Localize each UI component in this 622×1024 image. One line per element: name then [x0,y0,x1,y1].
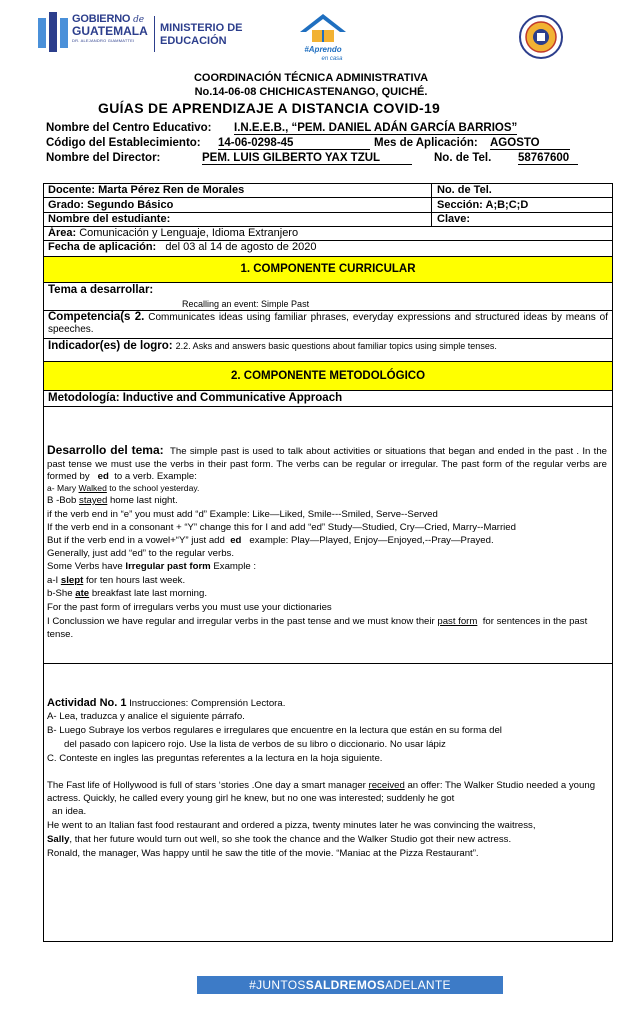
irregular-a-verb: slept [60,575,84,586]
mes-value: AGOSTO [490,137,570,150]
codigo-label: Código del Establecimiento: [46,137,201,149]
reading-paragraph-3 [47,834,607,847]
irregular-example-a [47,575,607,588]
desarrollo-intro [47,444,607,484]
competencia-cell [48,311,608,336]
irregular-b-verb: ate [75,588,90,599]
example-a [47,482,607,495]
coordinacion-title: COORDINACIÓN TÉCNICA ADMINISTRATIVA [193,72,429,84]
conclusion-pre: I Conclussion we have regular and irregular verbs in the past tense and we must know their [47,616,435,627]
row-divider [43,406,613,407]
director-tel-value: 58767600 [518,152,578,165]
row-divider [43,197,613,198]
irregular-b-pre: b-She [47,588,73,599]
example-a-verb: Walked [78,483,107,493]
actividad-heading [47,697,607,711]
p1-post: an offer: The Walker Studio needed a young actress. Quickly, he called every young girl he knew, but no one was interested; suddenly he got [47,780,596,804]
school-seal-icon [518,14,564,60]
dictionary-note: For the past form of irregulars verbs you must use your dictionaries [47,602,332,613]
indicador-value: 2.2. Asks and answers basic questions about familiar topics using simple tenses. [175,341,497,351]
row-divider [43,338,613,339]
componente-curricular-header: 1. COMPONENTE CURRICULAR [43,256,613,283]
instruccion-b1: B- Luego Subraye los verbos regulares e irregulares que encuentre en la lectura que están en su forma del [47,725,502,736]
example-b-verb: stayed [79,495,108,506]
instruccion-a: A- Lea, traduzca y analice el siguiente párrafo. [47,711,245,722]
rule-vowel-y [47,535,607,548]
reading-paragraph-4: Ronald, the manager, Was happy until he saw the title of the movie. “Maniac at the Pizza Restaurant”. [47,848,479,859]
fecha-cell [48,241,316,253]
desarrollo-label: Desarrollo del tema: [47,443,164,457]
clave-cell: Clave: [437,213,471,225]
tema-value: Recalling an event: Simple Past [182,299,310,309]
director-value: PEM. LUIS GILBERTO YAX TZUL [202,152,412,165]
gobierno-logo [72,14,152,43]
centro-value: I.N.E.E.B., “PEM. DANIEL ADÁN GARCÍA BARRIOS” [234,122,518,134]
example-a-pre: a- Mary [47,483,77,493]
irregular-b-post: breakfast late last morning. [91,588,208,599]
numero-title: No.14-06-08 CHICHICASTENANGO, QUICHÉ. [194,86,428,98]
desarrollo-intro-end: to a verb. Example: [114,471,197,483]
fecha-value: del 03 al 14 de agosto de 2020 [165,241,317,253]
fecha-label: Fecha de aplicación: [48,241,157,253]
rule-vowel-y-pre: But if the verb end in a vowel+“Y” just add [47,535,225,546]
example-b [47,495,607,508]
ministerio-line2: EDUCACIÓN [160,34,227,47]
irregular-bold: Irregular past form [125,561,211,572]
actividad-label: Actividad No. 1 [47,697,127,709]
rule-general: Generally, just add “ed” to the regular verbs. [47,548,234,559]
area-value: Comunicación y Lenguaje, Idioma Extranjero [79,227,299,239]
metodologia-cell: Metodología: Inductive and Communicative Approach [48,392,343,404]
guatemala-flag-bars-icon [38,12,68,52]
reading-paragraph-2: He went to an Italian fast food restaurant and ordered a pizza, twenty minutes later he was convincing the waitress, [47,820,536,831]
centro-label: Nombre del Centro Educativo: [46,122,212,134]
componente-metodologico-header: 2. COMPONENTE METODOLÓGICO [43,361,613,391]
table-column-divider [431,183,432,227]
logo-divider [154,16,155,52]
grado-cell: Grado: Segundo Básico [48,199,174,211]
footer-pre: #JUNTOS [249,978,306,992]
irregular-post: Example : [213,561,257,572]
p1-pre: The Fast life of Hollywood is full of stars ‘stories .One day a smart manager [47,780,366,791]
gob-de: de [133,15,144,25]
irregular-intro [47,561,607,574]
indicador-label: Indicador(es) de logro: [48,340,173,352]
director-tel-label: No. de Tel. [434,152,492,164]
estudiante-cell: Nombre del estudiante: [48,213,171,225]
p3-name: Sally [47,834,70,845]
svg-text:#Aprendo: #Aprendo [304,45,342,54]
example-b-post: home last night. [109,495,178,506]
ministerio-logo-text [160,22,243,47]
tema-label: Tema a desarrollar: [48,284,154,296]
director-label: Nombre del Director: [46,152,161,164]
conclusion [47,616,607,641]
footer-bold: SALDREMOS [305,978,386,992]
gob-line2: GUATEMALA [72,24,148,38]
area-label: Área: [48,227,77,239]
guias-title: GUÍAS DE APRENDIZAJE A DISTANCIA COVID-19 [98,100,441,116]
mes-label: Mes de Aplicación: [374,137,478,149]
docente-tel-cell: No. de Tel. [437,184,492,196]
gob-line1: GOBIERNO [72,13,131,25]
conclusion-post: for sentences in the past tense. [47,616,588,640]
docente-cell: Docente: Marta Pérez Ren de Morales [48,184,245,196]
indicador-cell [48,340,608,352]
p1-underlined: received [368,780,405,791]
conclusion-underlined: past form [437,616,478,627]
irregular-a-pre: a-I [47,575,59,586]
irregular-pre: Some Verbs have [47,561,123,572]
example-a-post: to the school yesterday. [109,483,200,493]
reading-paragraph-1 [47,780,603,805]
competencia-label: Competencia(s 2. [48,311,145,323]
gob-line3: DR. ALEJANDRO GIAMMATTEI [72,38,135,43]
competencia-value: Communicates ideas using familiar phrases, everyday expressions and structured ideas by means of speeches. [48,312,608,335]
irregular-a-post: for ten hours last week. [85,575,186,586]
actividad-instrucciones: Instrucciones: Comprensión Lectora. [129,698,286,709]
desarrollo-ed: ed [97,471,109,483]
ministerio-line1: MINISTERIO DE [160,22,243,34]
rule-e: if the verb end in “e” you must add “d” Example: Like—Liked, Smile---Smiled, Serve--Served [47,509,438,520]
seccion-cell: Sección: A;B;C;D [437,199,529,211]
irregular-example-b [47,588,607,601]
area-cell [48,227,298,239]
row-divider [43,663,613,664]
example-b-pre: B -Bob [47,495,77,506]
footer-post: ADELANTE [385,978,451,992]
desarrollo-intro-text: The simple past is used to talk about activities or situations that began and ended in the past . In the past tense we must use the verbs in their past form. The verbs can be regular or irregular. The past form of the regular verbs are formed by [47,446,607,483]
reading-paragraph-1-end: an idea. [52,806,87,817]
rule-y: If the verb end in a consonant + “Y” change this for I and add “ed” Study—Studied, Cry—Cried, Marry--Married [47,522,516,533]
instruccion-c: C. Conteste en ingles las preguntas referentes a la lectura en la hoja siguiente. [47,753,383,764]
instruccion-b2: del pasado con lapicero rojo. Use la lista de verbos de su libro o diccionario. No usar lápiz [64,739,446,750]
footer-banner [197,976,503,994]
svg-text:en casa: en casa [321,56,343,62]
aprendo-en-casa-logo-icon [294,12,352,62]
p3-post: , that her future would turn out well, so she took the chance and the Walker Studio got their new actress. [69,834,512,845]
codigo-value: 14-06-0298-45 [218,137,370,150]
rule-vowel-y-post: example: Play—Played, Enjoy—Enjoyed,--Pray—Prayed. [249,535,494,546]
rule-vowel-y-ed: ed [230,535,242,546]
